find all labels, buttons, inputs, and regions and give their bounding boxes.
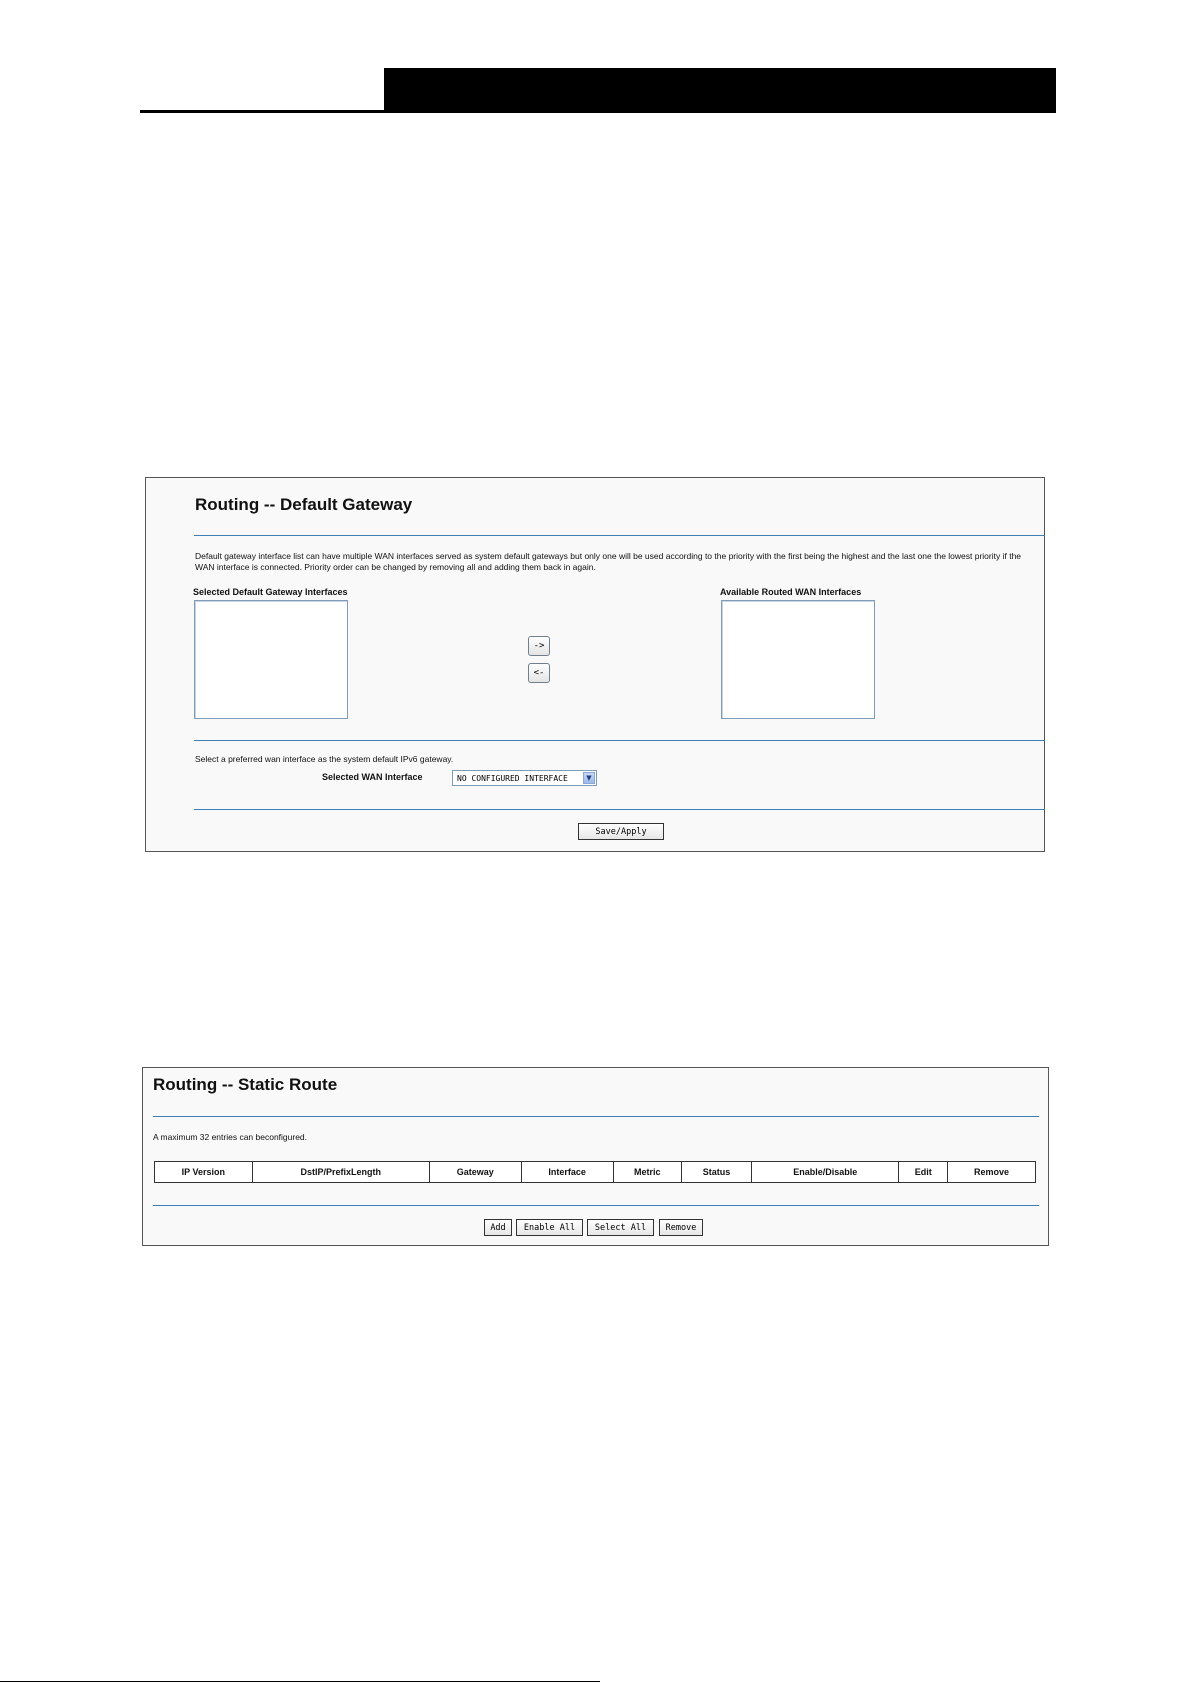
- default-gateway-title: Routing -- Default Gateway: [195, 495, 413, 514]
- chevron-down-icon[interactable]: ▼: [583, 772, 595, 784]
- selected-interfaces-label: Selected Default Gateway Interfaces: [193, 587, 348, 597]
- move-right-button[interactable]: ->: [528, 636, 550, 656]
- col-enable-disable: Enable/Disable: [752, 1162, 899, 1183]
- available-interfaces-list[interactable]: [721, 600, 875, 719]
- add-button[interactable]: Add: [484, 1219, 512, 1236]
- default-gateway-panel: [145, 477, 1045, 852]
- col-interface: Interface: [521, 1162, 613, 1183]
- col-gateway: Gateway: [429, 1162, 521, 1183]
- bottom-divider: [194, 809, 1045, 810]
- header-bar: [384, 68, 1056, 110]
- col-remove: Remove: [947, 1162, 1035, 1183]
- title-divider: [194, 535, 1045, 536]
- wan-interface-label: Selected WAN Interface: [322, 772, 423, 782]
- static-route-table: [154, 1161, 1036, 1183]
- wan-interface-select[interactable]: [452, 770, 597, 786]
- static-route-title: Routing -- Static Route: [153, 1075, 338, 1094]
- col-edit: Edit: [899, 1162, 947, 1183]
- static-title-divider: [153, 1116, 1039, 1117]
- ipv6-note: Select a preferred wan interface as the system default IPv6 gateway.: [195, 754, 454, 764]
- remove-button[interactable]: Remove: [659, 1219, 703, 1236]
- col-status: Status: [681, 1162, 751, 1183]
- static-route-note: A maximum 32 entries can beconfigured.: [153, 1132, 308, 1142]
- middle-divider: [194, 740, 1045, 741]
- static-bottom-divider: [153, 1205, 1039, 1206]
- select-all-button[interactable]: Select All: [587, 1219, 654, 1236]
- col-metric: Metric: [613, 1162, 681, 1183]
- wan-interface-value: NO CONFIGURED INTERFACE: [457, 773, 568, 783]
- col-ip-version: IP Version: [155, 1162, 253, 1183]
- header-rule: [140, 110, 1056, 113]
- move-left-button[interactable]: <-: [528, 663, 550, 683]
- col-dst-ip: DstIP/PrefixLength: [252, 1162, 429, 1183]
- static-route-panel: [142, 1067, 1049, 1246]
- default-gateway-description: Default gateway interface list can have multiple WAN interfaces served as system default gateways but only one will be used according to the priority with the first being the highest and the last one the lowest priority if the WAN interface is connected. Priority order can be changed by removing all and adding them back in again.: [195, 551, 1022, 572]
- available-interfaces-label: Available Routed WAN Interfaces: [720, 587, 862, 597]
- footer-rule: [0, 1681, 600, 1682]
- enable-all-button[interactable]: Enable All: [516, 1219, 583, 1236]
- table-header-row: [155, 1162, 1036, 1183]
- selected-interfaces-list[interactable]: [194, 600, 348, 719]
- save-apply-button[interactable]: Save/Apply: [578, 823, 664, 840]
